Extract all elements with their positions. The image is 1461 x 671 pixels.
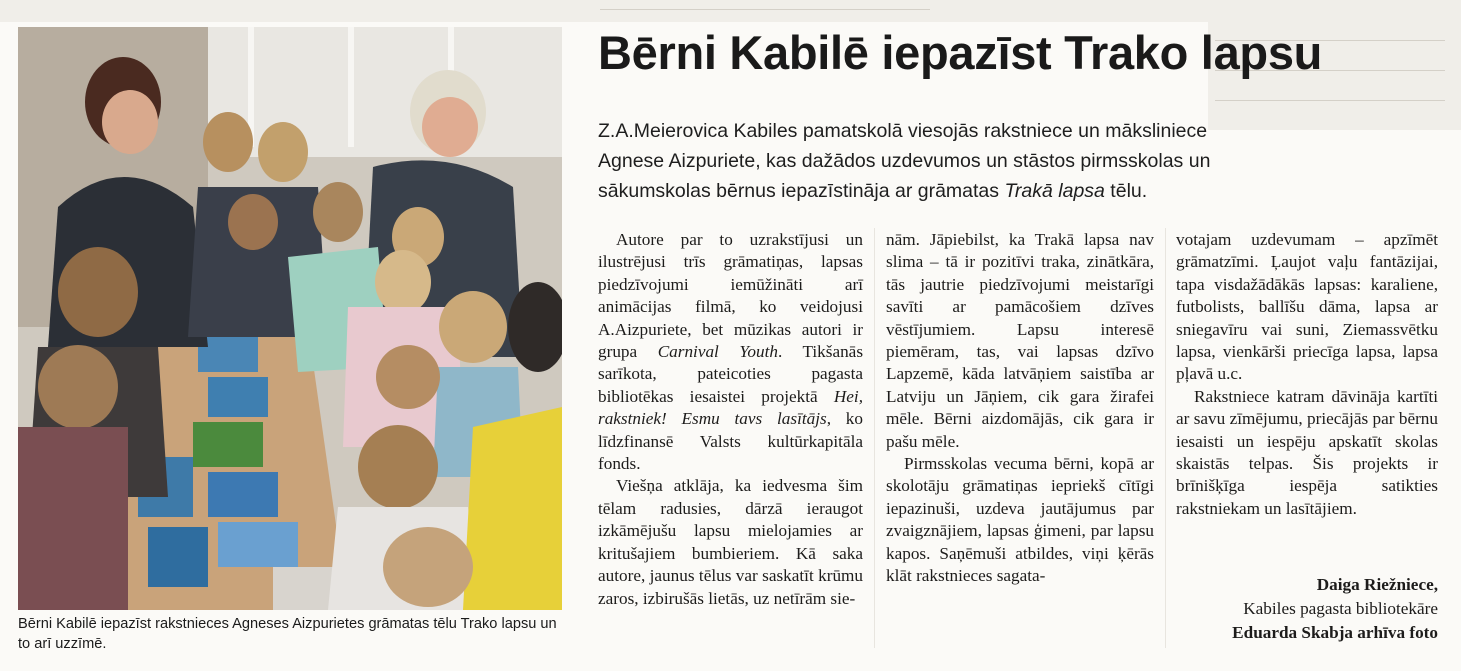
photo-caption: Bērni Kabilē iepazīst rakstnieces Agneses Aizpurietes grāmatas tēlu Trako lapsu un to arī uzzīmē.: [18, 616, 557, 652]
column-gutter: [1165, 228, 1166, 648]
article-lead: Z.A.Meierovica Kabiles pamatskolā viesojās rakstniece un māksliniece Agnese Aizpuriete, kas dažādos uzdevumos un stāstos pirmsskolas un sākumskolas bērnus iepazīstināja ar grāmatas Trakā lapsa tēlu.: [598, 120, 1211, 202]
body-paragraph: Viešņa atklāja, ka iedvesma šim tēlam radusies, dārzā ieraugot izkāmējušu lapsu mielojamies ar kritušajiem bumbieriem. Kā saka autore, jaunus tēlus var saskatīt krūmu zaros, izbirušās lietās, uz netīrām sie-: [598, 476, 863, 608]
article-headline: Bērni Kabilē iepazīst Trako lapsu: [598, 26, 1323, 79]
bleed-text-line: [600, 9, 930, 10]
body-paragraph: votajam uzdevumam – apzīmēt grāmatzīmi. Ļaujot vaļu fantāzijai, tapa visdažādākās lapsas: karaliene, futbolists, ballīšu dāma, lapsa ar sniegavīru vai suni, Ziemassvētku lapsa, vienkārši priecīga lapsa, lapsa pļavā u.c.: [1176, 230, 1438, 384]
body-paragraph: Rakstniece katram dāvināja kartīti ar savu zīmējumu, priecājās par bērnu iesaisti un iespēju apskatīt skolas skaistās telpas. Šis projekts ir brīnišķīga iespēja satikties rakstniekam un lasītājiem.: [1176, 386, 1438, 518]
body-paragraph: nām. Jāpiebilst, ka Trakā lapsa nav slima – tā ir pozitīvi traka, zinātkāra, tās jautrie piedzīvojumi meistarīgi savīti ar pamācošiem dzīves vēstījumiem. Lapsu interesē piemēram, tas, vai lapsas dzīvo Lapzemē, kāda latvāņiem saistība ar Latviju un Jāņiem, cik gara žirafei mēle. Bērni aizdomājās, cik gara ir pašu mēle.: [886, 230, 1154, 451]
author-role: Kabiles pagasta bibliotekāre: [1243, 599, 1438, 618]
classroom-photo-illustration: [18, 27, 562, 610]
column-gutter: [874, 228, 875, 648]
author-name: Daiga Riežniece,: [1316, 575, 1438, 594]
body-paragraph: Pirmsskolas vecuma bērni, kopā ar skolotāju grāmatiņas iepriekš cītīgi iepazinuši, uzdeva jautājumus par zvaigznājiem, lapsas ģimeni, par lapsu kapos. Saņēmuši atbildes, viņi ķērās klāt rakstnieces sagata-: [886, 454, 1154, 586]
photo-credit: Eduarda Skabja arhīva foto: [1232, 623, 1438, 642]
body-column-1: [598, 229, 863, 610]
article-photo: [18, 27, 562, 610]
body-column-3: [1176, 229, 1438, 520]
body-paragraph: Autore par to uzrakstījusi un ilustrējusi trīs grāmatiņas, lapsas piedzīvojumi iemūžināti arī animācijas filmā, ko veidojusi A.Aizpuriete, bet mūzikas autori ir grupa Carnival Youth. Tikšanās sarīkota, pateicoties pagasta bibliotēkas iesaistei projektā Hei, rakstniek! Esmu tavs lasītājs, ko līdzfinansē Valsts kultūrkapitāla fonds.: [598, 230, 864, 474]
body-column-2: [886, 229, 1154, 588]
bleed-text-line: [1215, 100, 1445, 101]
